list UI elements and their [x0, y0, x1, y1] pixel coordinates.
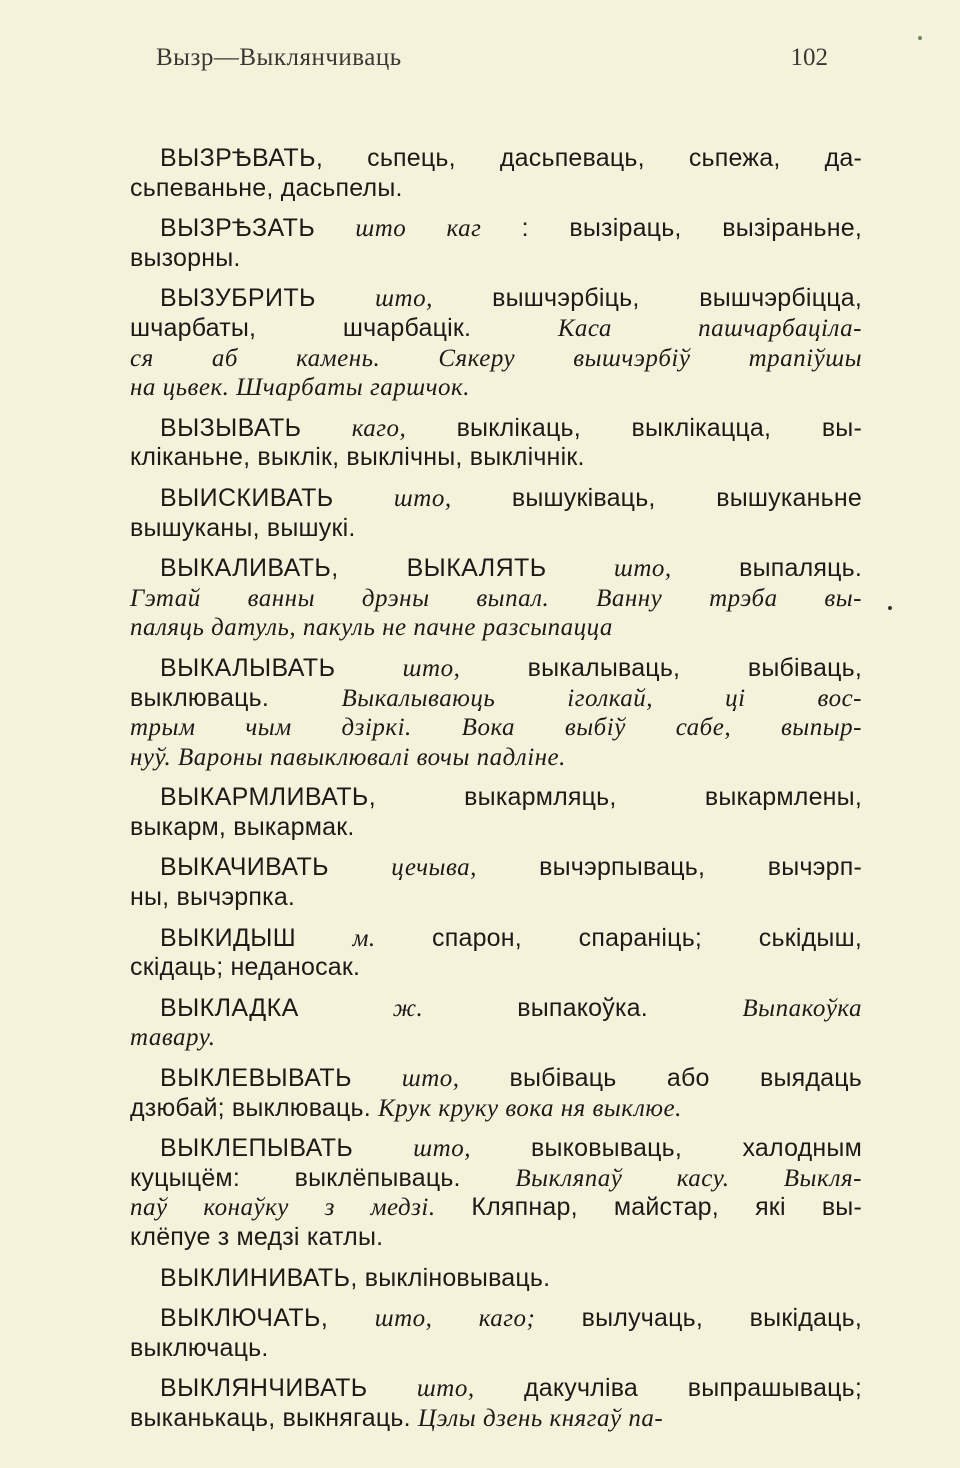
- dictionary-entry: [130, 554, 862, 643]
- headword: ВЫКАЛЫВАТЬ: [160, 653, 336, 682]
- entry-line: [130, 783, 862, 813]
- dictionary-entry: [130, 284, 862, 402]
- running-header: [156, 44, 828, 78]
- definition-text: выклікаць, выклікацца, вы-: [456, 413, 862, 442]
- entry-line: [130, 953, 862, 983]
- entry-line: [130, 1304, 862, 1334]
- headword: ВЫИСКИВАТЬ: [160, 483, 334, 512]
- dictionary-entry: [130, 1134, 862, 1252]
- entry-line: [130, 1374, 862, 1404]
- italic-text: што,: [351, 1065, 510, 1093]
- headword: ВЫЗЫВАТЬ: [160, 413, 302, 442]
- italic-text: што,: [335, 654, 528, 682]
- entry-line: [130, 373, 862, 403]
- italic-text: Каса пашчарбацiла-: [557, 314, 862, 342]
- entry-line: [130, 1334, 862, 1364]
- definition-text: вышуківаць, вышуканьне: [511, 483, 862, 512]
- italic-text: трым чым дзіркі. Вока выбіў сабе, выпыр-: [130, 714, 862, 742]
- definition-text: ны, вычэрпка.: [130, 883, 296, 912]
- italic-text: ж.: [298, 994, 518, 1022]
- italic-text: Выкалываюць іголкай, ці вос-: [341, 684, 862, 712]
- definition-text: сьпеваньне, дасьпелы.: [130, 173, 403, 202]
- scan-speck: [918, 36, 922, 40]
- entry-line: [130, 713, 862, 743]
- italic-text: Выкляпаў касу. Выкля-: [515, 1164, 862, 1192]
- entry-line: [130, 813, 862, 843]
- italic-text: Гэтай ванны дрэны выпал. Ванну трэба вы-: [130, 584, 862, 612]
- definition-text: выкалываць, выбіваць,: [527, 653, 862, 682]
- definition-text: выключаць.: [130, 1333, 269, 1362]
- scan-speck: [888, 606, 892, 610]
- italic-text: што каг: [315, 215, 522, 243]
- dictionary-entry: [130, 1374, 862, 1433]
- definition-text: куцыцём: выклёпываць.: [130, 1163, 516, 1192]
- running-head: Вызр—Выклянчиваць: [156, 44, 402, 71]
- italic-text: каго,: [301, 414, 457, 442]
- italic-text: Крук круку вока ня выклюе.: [378, 1094, 682, 1122]
- dictionary-entry: [130, 853, 862, 912]
- entry-line: [130, 994, 862, 1024]
- entry-line: [130, 1404, 862, 1434]
- entry-line: [130, 214, 862, 244]
- headword: ВЫЗУБРИТЬ: [160, 284, 316, 313]
- dictionary-entry: [130, 1304, 862, 1363]
- dictionary-entry: [130, 994, 862, 1053]
- italic-text: тавару.: [130, 1024, 216, 1052]
- dictionary-entry: [130, 144, 862, 203]
- dictionary-entries: [130, 144, 862, 1445]
- entry-line: [130, 144, 862, 174]
- definition-text: выклюваць.: [130, 683, 342, 712]
- definition-text: выковываць, халодным: [531, 1134, 862, 1163]
- definition-text: , выкармляць, выкармлены,: [368, 783, 862, 812]
- entry-line: [130, 344, 862, 374]
- entry-line: [130, 514, 862, 544]
- definition-text: скідаць; неданосак.: [130, 953, 361, 982]
- italic-text: што,: [367, 1375, 524, 1403]
- entry-line: [130, 584, 862, 614]
- dictionary-entry: [130, 214, 862, 273]
- dictionary-entry: [130, 783, 862, 842]
- entry-line: [130, 1193, 862, 1223]
- entry-line: [130, 554, 862, 584]
- definition-text: кліканьне, выклік, выклічны, выклічнік.: [130, 443, 585, 472]
- headword: ВЫЗРѢВАТЬ: [160, 144, 316, 172]
- definition-text: , выкліновываць.: [350, 1263, 551, 1292]
- entry-line: [130, 1223, 862, 1253]
- headword: ВЫКЛИНИВАТЬ: [160, 1263, 351, 1292]
- italic-text: на цьвек. Шчарбаты гаршчок.: [130, 374, 470, 402]
- headword: ВЫКАРМЛИВАТЬ: [160, 783, 369, 812]
- entry-line: [130, 484, 862, 514]
- definition-text: выкарм, выкармак.: [130, 812, 355, 841]
- headword: ВЫКЛЮЧАТЬ: [160, 1304, 321, 1333]
- entry-line: [130, 1094, 862, 1124]
- entry-line: [130, 1134, 862, 1164]
- definition-text: вышуканы, вышукі.: [130, 513, 356, 542]
- definition-text: выпаляць.: [739, 554, 862, 583]
- italic-text: паляць датуль, пакуль не пачне разсыпацца: [130, 614, 613, 642]
- entry-line: [130, 883, 862, 913]
- entry-line: [130, 743, 862, 773]
- entry-line: [130, 244, 862, 274]
- italic-text: што,: [315, 285, 493, 313]
- headword: ВЫКЛЕПЫВАТЬ: [160, 1134, 354, 1163]
- dictionary-entry: [130, 1064, 862, 1123]
- entry-line: [130, 1264, 862, 1294]
- definition-text: спарон, спараніць; ськідыш,: [432, 923, 862, 952]
- definition-text: Кляпнар, майстар, які вы-: [471, 1193, 862, 1222]
- italic-text: цечыва,: [328, 854, 540, 882]
- definition-text: вылучаць, выкідаць,: [581, 1304, 863, 1333]
- definition-text: дакучліва выпрашываць;: [523, 1374, 862, 1403]
- dictionary-entry: [130, 484, 862, 543]
- definition-text: : вызіраць, вызіраньне,: [521, 214, 862, 243]
- italic-text: што,: [333, 484, 512, 512]
- entry-line: [130, 314, 862, 344]
- entry-line: [130, 684, 862, 714]
- headword: ВЫЗРѢЗАТЬ: [160, 214, 316, 243]
- definition-text: шчарбаты, шчарбацік.: [130, 313, 558, 342]
- entry-line: [130, 284, 862, 314]
- dictionary-entry: [130, 1264, 862, 1294]
- definition-text: вызорны.: [130, 243, 241, 272]
- headword: ВЫКЛЯНЧИВАТЬ: [160, 1374, 368, 1403]
- definition-text: вышчэрбіць, вышчэрбіцца,: [492, 284, 862, 313]
- definition-text: выканькаць, выкнягаць.: [130, 1403, 418, 1432]
- entry-line: [130, 853, 862, 883]
- italic-text: Выпакоўка: [742, 994, 862, 1022]
- italic-text: Цэлы дзень княгаў па-: [417, 1404, 664, 1432]
- entry-line: [130, 1023, 862, 1053]
- definition-text: клёпуе з медзі катлы.: [130, 1223, 384, 1251]
- definition-text: вычэрпываць, вычэрп-: [539, 853, 862, 882]
- entry-line: [130, 414, 862, 444]
- italic-text: што,: [546, 555, 740, 583]
- headword: ВЫКЛАДКА: [160, 993, 299, 1022]
- italic-text: нуў. Вароны павыклювалі вочы падліне.: [130, 743, 566, 771]
- entry-line: [130, 1164, 862, 1194]
- italic-text: што,: [353, 1135, 532, 1163]
- entry-line: [130, 924, 862, 954]
- dictionary-entry: [130, 654, 862, 772]
- headword: ВЫКАЧИВАТЬ: [160, 853, 329, 882]
- dictionary-entry: [130, 924, 862, 983]
- page-number: 102: [790, 44, 828, 71]
- entry-line: [130, 613, 862, 643]
- definition-text: выпакоўка.: [517, 993, 743, 1022]
- definition-text: выбіваць або выядаць: [509, 1064, 862, 1093]
- definition-text: ,: [320, 1304, 375, 1333]
- italic-text: м.: [296, 924, 433, 952]
- entry-line: [130, 443, 862, 473]
- headword: ВЫКИДЫШ: [160, 923, 297, 952]
- italic-text: паў конаўку з медзі.: [130, 1194, 472, 1222]
- italic-text: ся аб камень. Сякеру вышчэрбіў трапіўшы: [130, 344, 862, 372]
- entry-line: [130, 174, 862, 204]
- dictionary-entry: [130, 414, 862, 473]
- headword: ВЫКАЛИВАТЬ, ВЫКАЛЯТЬ: [160, 554, 547, 583]
- entry-line: [130, 654, 862, 684]
- entry-line: [130, 1064, 862, 1094]
- headword: ВЫКЛЕВЫВАТЬ: [160, 1064, 352, 1093]
- definition-text: , сьпець, дасьпеваць, сьпежа, да-: [315, 144, 862, 172]
- definition-text: дзюбай; выклюваць.: [130, 1093, 379, 1122]
- italic-text: што, каго;: [374, 1305, 582, 1333]
